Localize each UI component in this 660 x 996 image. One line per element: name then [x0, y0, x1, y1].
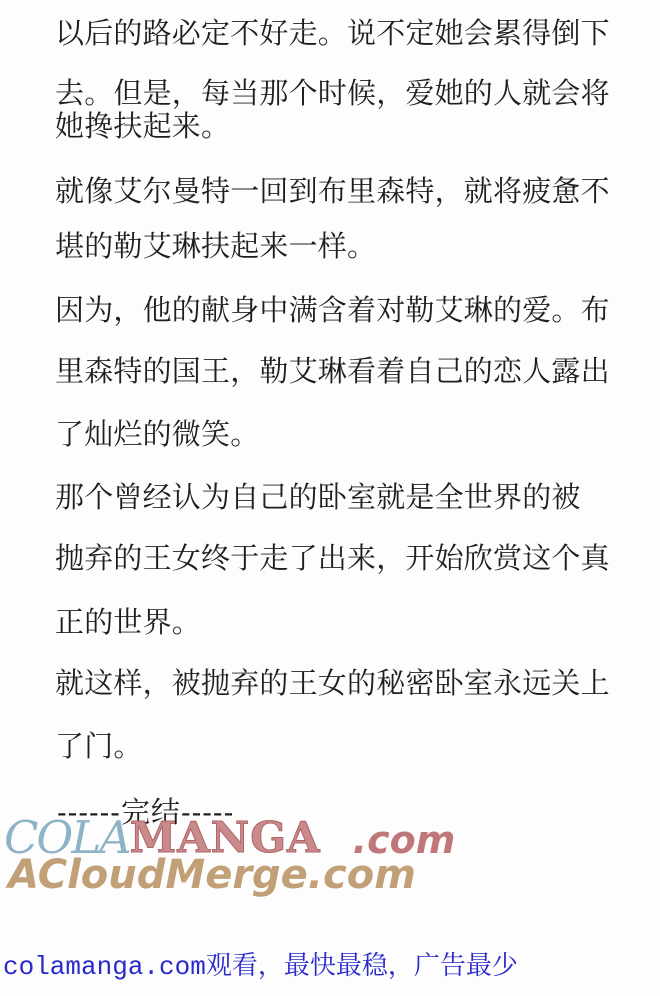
watermark-acloudmerge: ACloudMerge.com	[8, 852, 416, 898]
footer-promo-text: colamanga.com观看，最快最稳，广告最少	[3, 952, 518, 982]
story-line: 抛弃的王女终于走了出来，开始欣赏这个真	[55, 543, 610, 575]
story-line: 就这样，被抛弃的王女的秘密卧室永远关上	[55, 668, 610, 700]
watermark-cola-text: COLA	[4, 811, 130, 864]
story-line: 了灿烂的微笑。	[55, 419, 260, 451]
story-line: 正的世界。	[55, 607, 202, 639]
story-line: 堪的勒艾琳扶起来一样。	[55, 231, 377, 263]
the-end-marker: ------完结-----	[57, 797, 235, 829]
story-line: 因为，他的献身中满含着对勒艾琳的爱。布	[55, 295, 610, 327]
watermark-manga-text: MANGA	[129, 813, 321, 862]
watermark-dotcom-text: .com	[352, 818, 456, 862]
story-line: 去。但是，每当那个时候，爱她的人就会将	[55, 78, 610, 110]
story-line: 了门。	[55, 731, 143, 763]
story-line: 里森特的国王，勒艾琳看着自己的恋人露出	[55, 356, 610, 388]
story-line: 那个曾经认为自己的卧室就是全世界的被	[55, 482, 581, 514]
story-line: 就像艾尔曼特一回到布里森特，就将疲惫不	[55, 176, 610, 208]
story-line: 她搀扶起来。	[55, 111, 231, 143]
story-line: 以后的路必定不好走。说不定她会累得倒下	[55, 18, 610, 50]
